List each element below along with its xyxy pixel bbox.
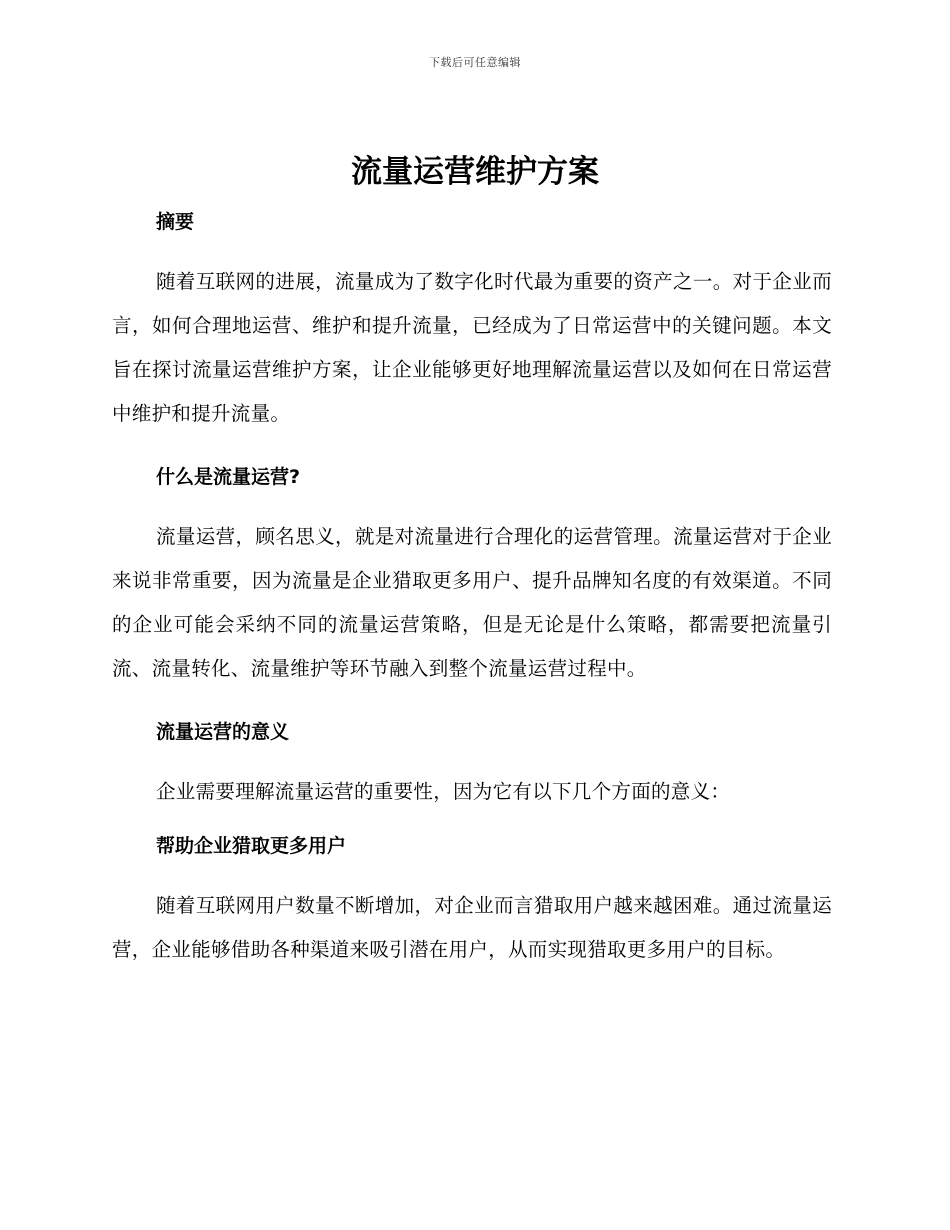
section-paragraph-what-is-traffic-operation: 流量运营，顾名思义，就是对流量进行合理化的运营管理。流量运营对于企业来说非常重要，因为流量是企业猎取更多用户、提升品牌知名度的有效渠道。不同的企业可能会采纳不同的流量运营策略，但是无论是什么策略，都需要把流量引流、流量转化、流量维护等环节融入到整个流量运营过程中。: [112, 525, 832, 680]
header-note: 下载后可任意编辑: [429, 56, 521, 69]
section-heading-what-is-traffic-operation: 什么是流量运营?: [156, 466, 301, 488]
section-heading-significance: 流量运营的意义: [156, 721, 290, 743]
section-heading-abstract: 摘要: [156, 211, 195, 233]
section-heading-acquire-users: 帮助企业猎取更多用户: [156, 835, 347, 857]
document-body: [112, 200, 832, 972]
document-title: 流量运营维护方案: [351, 154, 599, 190]
section-paragraph-abstract: 随着互联网的进展，流量成为了数字化时代最为重要的资产之一。对于企业而言，如何合理地运营、维护和提升流量，已经成为了日常运营中的关键问题。本文旨在探讨流量运营维护方案，让企业能够更好地理解流量运营以及如何在日常运营中维护和提升流量。: [112, 270, 832, 425]
section-paragraph-acquire-users: 随着互联网用户数量不断增加，对企业而言猎取用户越来越困难。通过流量运营，企业能够借助各种渠道来吸引潜在用户，从而实现猎取更多用户的目标。: [112, 894, 832, 961]
section-paragraph-significance: 企业需要理解流量运营的重要性，因为它有以下几个方面的意义：: [156, 780, 731, 803]
